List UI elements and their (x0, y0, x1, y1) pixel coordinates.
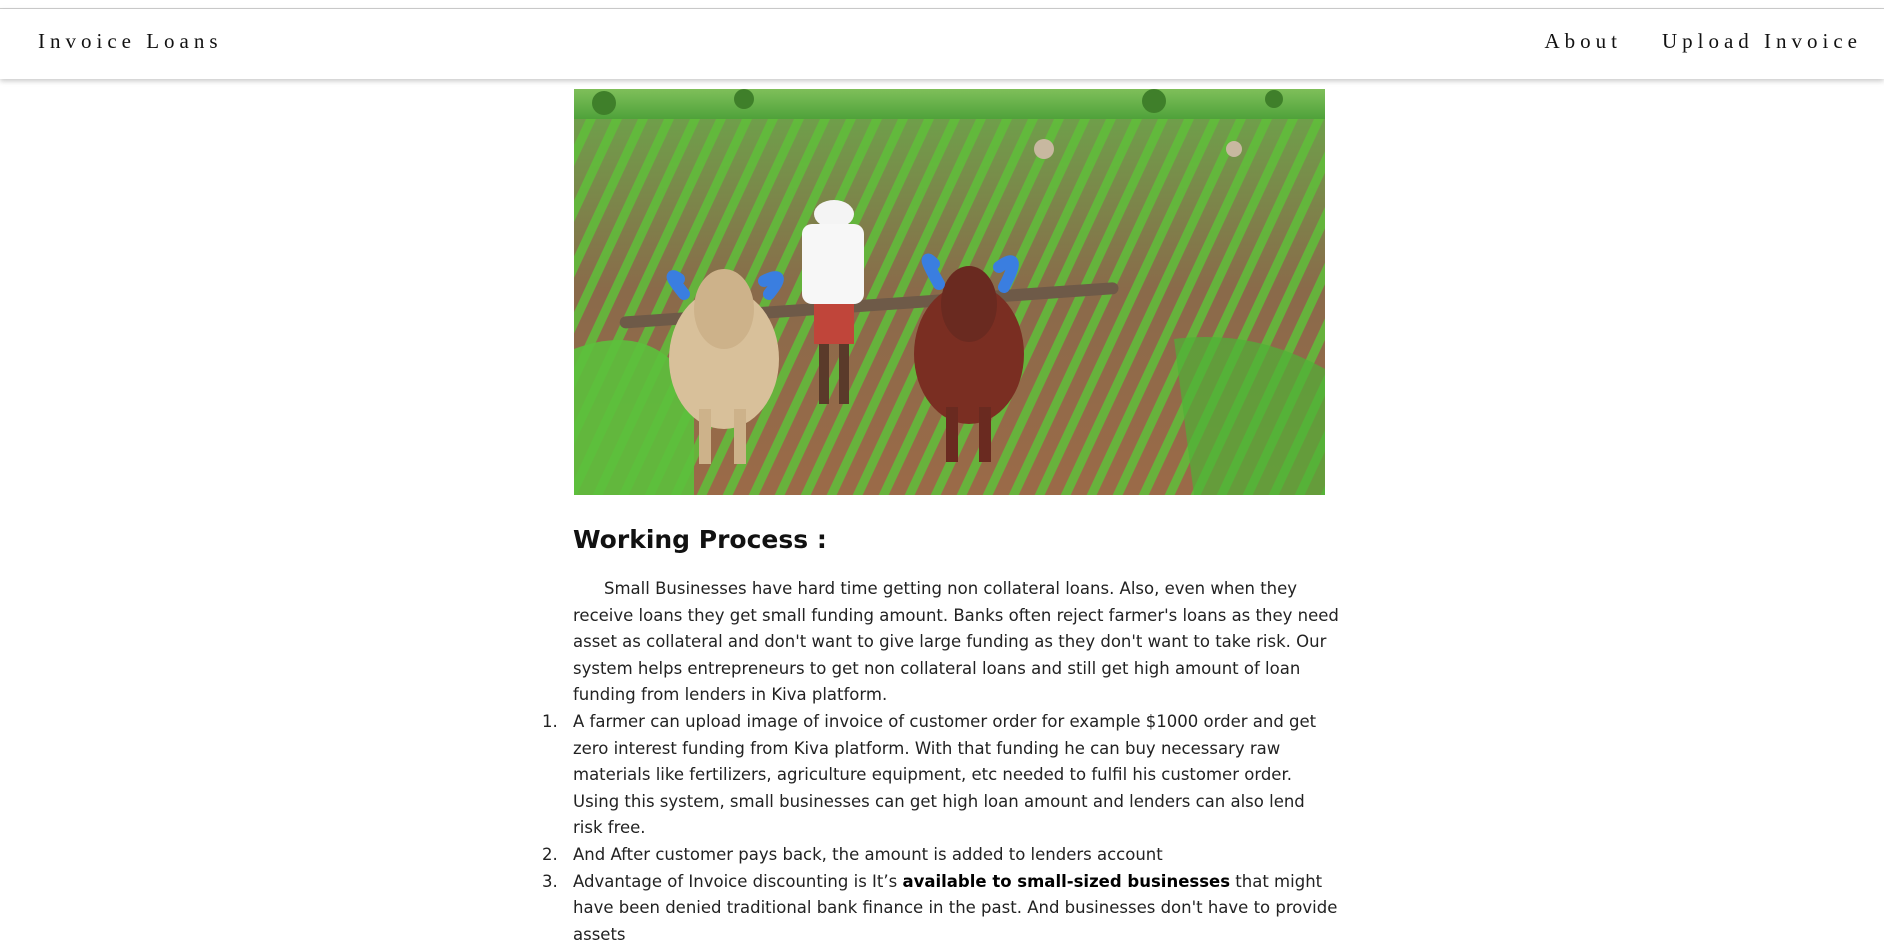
nav-upload-invoice-link[interactable]: Upload Invoice (1661, 29, 1862, 53)
list-item (542, 869, 1338, 948)
list-item-number: 1. (542, 711, 558, 731)
farmer-plowing-with-oxen-photo (574, 89, 1325, 495)
intro-paragraph: Small Businesses have hard time getting non collateral loans. Also, even when they receive loans they get small funding amount. Banks often reject farmer's loans as they need asset as collateral and don't want to give large funding as they don't want to take risk. Our system helps entrepreneurs to get non collateral loans and still get high amount of loan funding from lenders in Kiva platform. (573, 579, 1339, 705)
list-item-text-before: Advantage of Invoice discounting is It’s (573, 871, 903, 891)
list-item (542, 842, 1338, 869)
list-item-number: 3. (542, 871, 558, 891)
working-process-section (542, 525, 1343, 948)
list-item-text: A farmer can upload image of invoice of customer order for example $1000 order and get zero interest funding from Kiva platform. With that funding he can buy necessary raw materials like fertilizers, agriculture equipment, etc needed to fulfil his customer order. Using this system, small businesses can get high loan amount and lenders can also lend risk free. (573, 711, 1317, 838)
navbar (0, 9, 1884, 79)
process-steps-list (542, 709, 1343, 948)
nav-links (1544, 29, 1862, 54)
list-item-text: And After customer pays back, the amount is added to lenders account (573, 844, 1163, 864)
hero-image (574, 89, 1325, 495)
list-item-number: 2. (542, 844, 558, 864)
list-item (542, 709, 1338, 842)
brand-logo-link[interactable]: Invoice Loans (38, 29, 223, 53)
list-item-text-after: that might have been denied traditional bank finance in the past. And businesses don't have to provide assets (573, 871, 1338, 944)
section-heading: Working Process : (573, 525, 827, 554)
nav-about-link[interactable]: About (1544, 29, 1622, 53)
list-item-highlight: available to small-sized businesses (902, 871, 1231, 891)
